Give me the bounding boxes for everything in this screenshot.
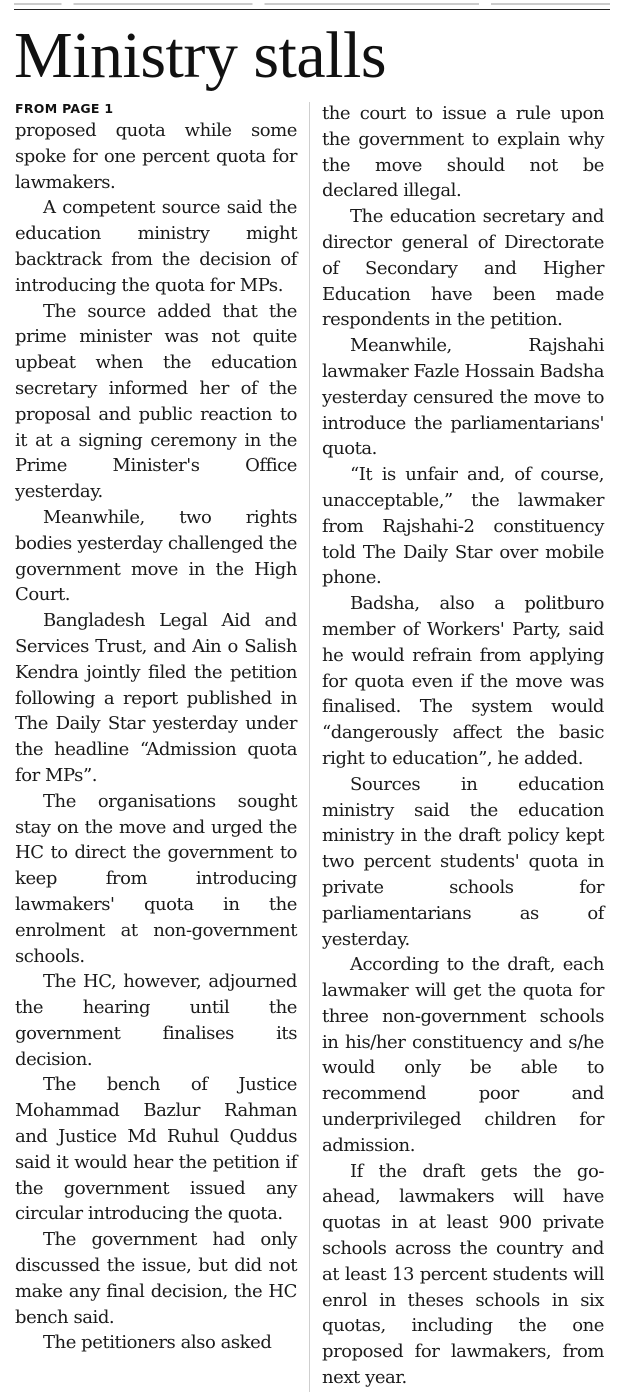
headline: Ministry stalls [14, 19, 387, 92]
clipped-previous-text [14, 0, 610, 8]
paragraph: According to the draft, each lawmaker will get the quota for three non-government schools in his/her constituency and s/he would only be able to recommend poor and underprivileged children for admission. [322, 954, 604, 1156]
paragraph: The government had only discussed the issue, but did not make any final decision, the HC bench said. [15, 1229, 297, 1328]
article-column-left [15, 101, 297, 1356]
paragraph: Bangladesh Legal Aid and Services Trust, and Ain o Salish Kendra jointly filed the petition following a report published in The Daily Star yesterday under the headline “Admission quota for MPs”. [15, 610, 297, 786]
paragraph: The education secretary and director general of Directorate of Secondary and Higher Education have been made respondents in the petition. [322, 206, 604, 331]
paragraph: The HC, however, adjourned the hearing until the government finalises its decision. [15, 971, 297, 1070]
kicker-from-page: FROM PAGE 1 [15, 101, 114, 116]
left-paragraphs [15, 118, 297, 1356]
column-divider [309, 102, 310, 1392]
right-paragraphs [322, 101, 604, 1391]
top-rule [14, 9, 610, 10]
paragraph: Sources in education ministry said the education ministry in the draft policy kept two percent students' quota in private schools for parliamentarians as of yesterday. [322, 773, 604, 950]
paragraph: the court to issue a rule upon the government to explain why the move should not be declared illegal. [322, 103, 604, 202]
paragraph: The petitioners also asked [43, 1332, 272, 1354]
paragraph: The source added that the prime minister was not quite upbeat when the education secretary informed her of the proposal and public reaction to it at a signing ceremony in the Prime Minister's Office yesterday. [15, 300, 297, 503]
paragraph: “It is unfair and, of course, unacceptable,” the lawmaker from Rajshahi-2 constituency told The Daily Star over mobile phone. [322, 464, 604, 589]
paragraph: A competent source said the education ministry might backtrack from the decision of introducing the quota for MPs. [15, 197, 297, 296]
paragraph: proposed quota while some spoke for one percent quota for lawmakers. [15, 120, 297, 193]
article-column-right [322, 101, 604, 1391]
paragraph: Badsha, also a politburo member of Workers' Party, said he would refrain from applying for quota even if the move was finalised. The system would “dangerously affect the basic right to education”, he added. [322, 593, 604, 769]
paragraph: Meanwhile, Rajshahi lawmaker Fazle Hossain Badsha yesterday censured the move to introduce the parliamentarians' quota. [322, 335, 604, 460]
paragraph: The bench of Justice Mohammad Bazlur Rahman and Justice Md Ruhul Quddus said it would hear the petition if the government issued any circular introducing the quota. [15, 1074, 297, 1225]
paragraph: If the draft gets the go-ahead, lawmakers will have quotas in at least 900 private schools across the country and at least 13 percent students will enrol in theses schools in six quotas, including the one proposed for lawmakers, from next year. [322, 1160, 604, 1389]
paragraph: The organisations sought stay on the move and urged the HC to direct the government to keep from introducing lawmakers' quota in the enrolment at non-government schools. [15, 790, 297, 967]
paragraph: Meanwhile, two rights bodies yesterday challenged the government move in the High Court. [15, 506, 297, 606]
